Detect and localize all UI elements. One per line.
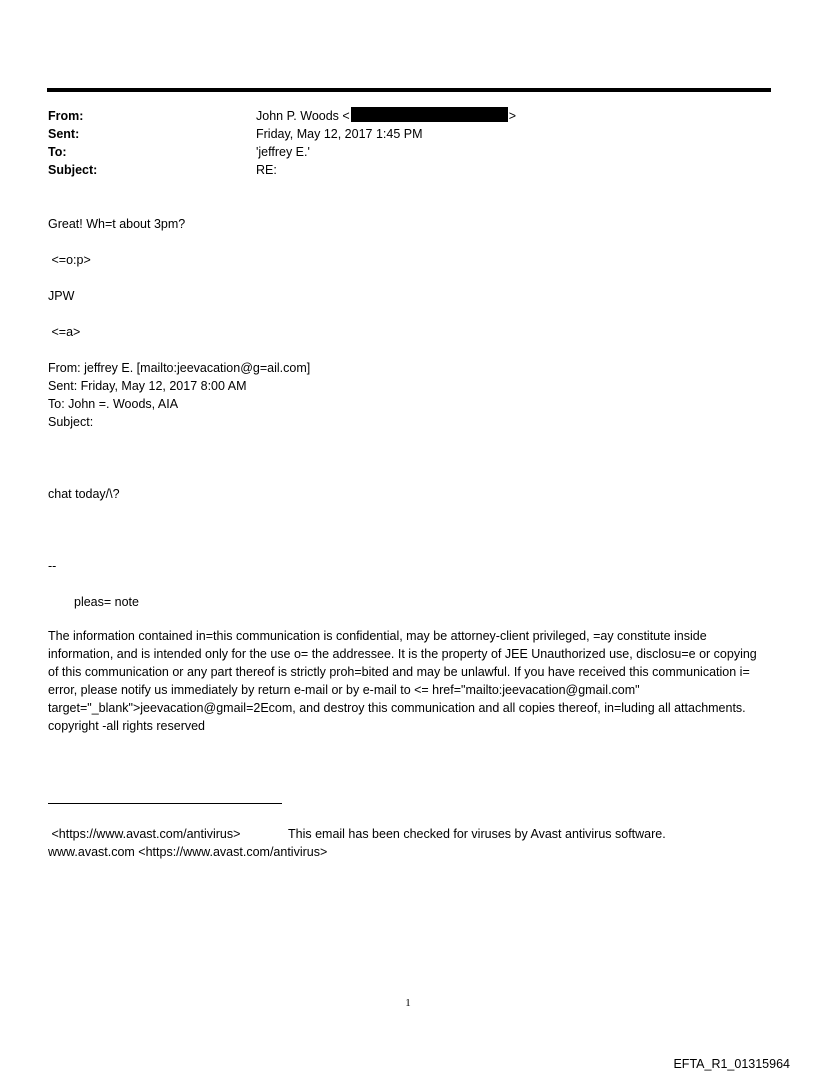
footer-rule: [48, 803, 282, 804]
redaction-box: [351, 107, 508, 122]
quoted-subject: Subject:: [48, 415, 94, 429]
avast-notice: This email has been checked for viruses by Avast antivirus software.: [288, 827, 666, 841]
bates-number: EFTA_R1_01315964: [673, 1057, 790, 1071]
disclaimer-text: The information contained in=this communication is confidential, may be attorney-client privileged, =ay constitute inside information, and is intended only for the use o= the addressee. It is the property of JEE Unauthorized use, disclosu=e or copying of this communication or any part thereof is strictly proh=bited and may be unlawful. If you have received this communication i= error, please notify us immediately by return e-mail or by e-mail to <= href="mailto:jeevacation@gmail.com" target="_blank">jeevacation@gmail=2Ecom, and destroy this communication and all copies thereof, in=luding all attachments. copyright -all rights reserved: [48, 629, 757, 733]
page-number: 1: [405, 997, 411, 1009]
body-signature: JPW: [48, 289, 75, 303]
header-rule: [47, 88, 771, 92]
to-label: To:: [48, 145, 67, 159]
from-label: From:: [48, 109, 84, 123]
subject-value: RE:: [256, 163, 277, 177]
to-value: 'jeffrey E.': [256, 145, 310, 159]
quoted-to: To: John =. Woods, AIA: [48, 397, 179, 411]
subject-label: Subject:: [48, 163, 98, 177]
sent-value: Friday, May 12, 2017 1:45 PM: [256, 127, 423, 141]
note-heading: pleas= note: [74, 595, 139, 609]
from-value: [256, 107, 516, 125]
from-bracket: >: [508, 109, 517, 123]
from-name: John P. Woods <: [256, 109, 350, 123]
quoted-message: chat today/\?: [48, 487, 120, 501]
avast-link[interactable]: <https://www.avast.com/antivirus>: [48, 827, 241, 841]
quoted-from: From: jeffrey E. [mailto:jeevacation@g=ail.com]: [48, 361, 311, 375]
body-line-4: <=a>: [48, 325, 81, 339]
signature-separator: --: [48, 559, 57, 573]
body-line-2: <=o:p>: [48, 253, 91, 267]
quoted-sent: Sent: Friday, May 12, 2017 8:00 AM: [48, 379, 247, 393]
avast-url[interactable]: www.avast.com <https://www.avast.com/antivirus>: [48, 845, 328, 859]
sent-label: Sent:: [48, 127, 80, 141]
body-line-1: Great! Wh=t about 3pm?: [48, 217, 186, 231]
